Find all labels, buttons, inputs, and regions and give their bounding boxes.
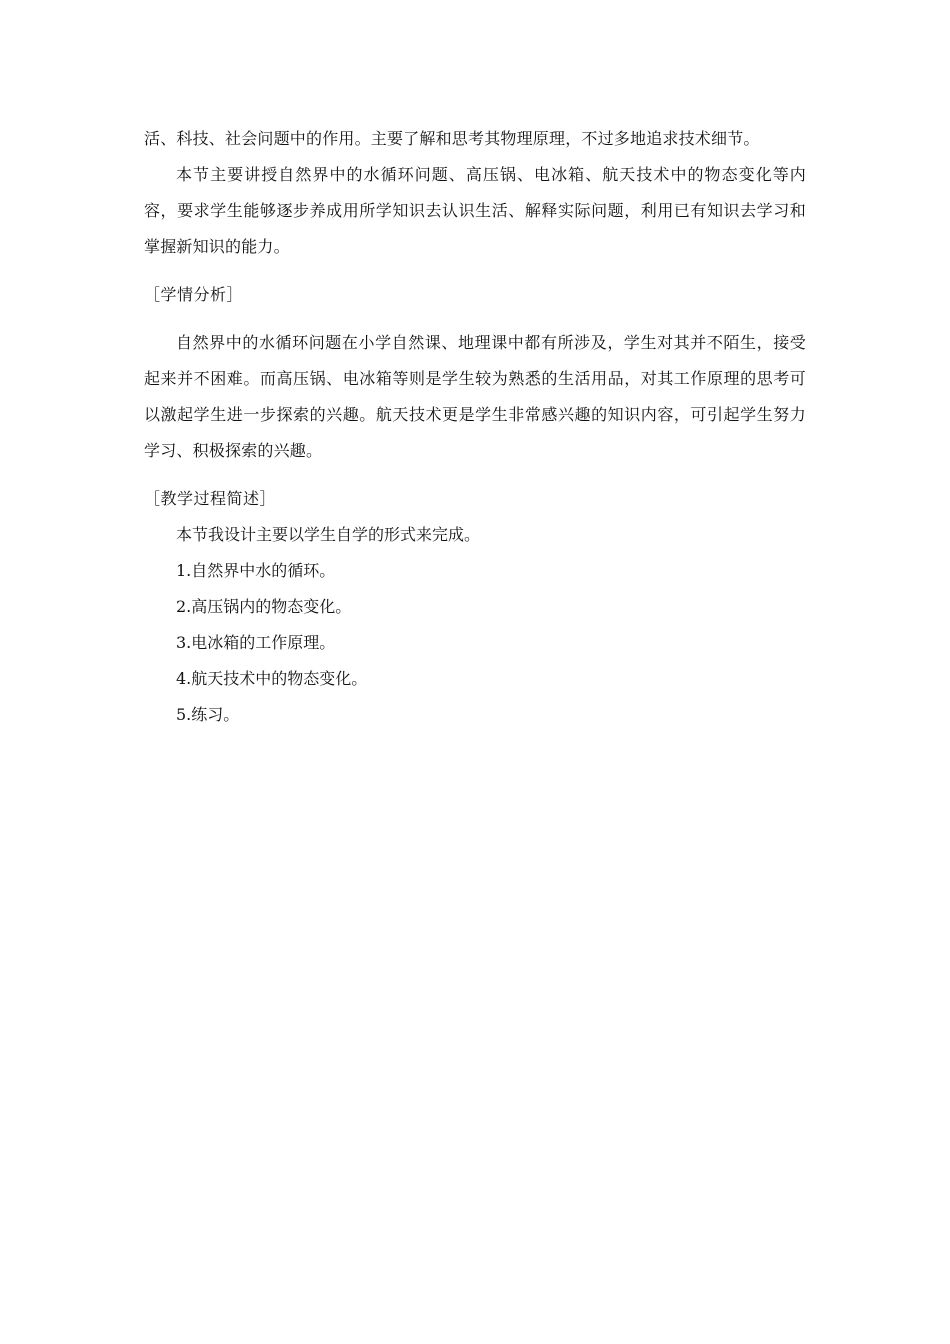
list-item: 2.高压锅内的物态变化。 [176,597,352,616]
list-item: 4.航天技术中的物态变化。 [176,669,368,688]
teaching-process-intro: 本节我设计主要以学生自学的形式来完成。 [176,525,481,544]
student-analysis-heading: ［学情分析］ [144,285,244,304]
document-body [144,121,806,733]
teaching-process-heading: ［教学过程简述］ [144,489,277,508]
list-item: 3.电冰箱的工作原理。 [176,633,336,652]
list-item: 5.练习。 [176,705,240,724]
intro-continuation-text: 活、科技、社会问题中的作用。主要了解和思考其物理原理，不过多地追求技术细节。 [144,129,760,148]
list-item: 1.自然界中水的循环。 [176,561,336,580]
student-analysis-paragraph: 自然界中的水循环问题在小学自然课、地理课中都有所涉及，学生对其并不陌生，接受起来并不困难。而高压锅、电冰箱等则是学生较为熟悉的生活用品，对其工作原理的思考可以激起学生进一步探索的兴趣。航天技术更是学生非常感兴趣的知识内容，可引起学生努力学习、积极探索的兴趣。 [144,333,806,460]
intro-paragraph: 本节主要讲授自然界中的水循环问题、高压锅、电冰箱、航天技术中的物态变化等内容，要求学生能够逐步养成用所学知识去认识生活、解释实际问题，利用已有知识去学习和掌握新知识的能力。 [144,165,806,256]
